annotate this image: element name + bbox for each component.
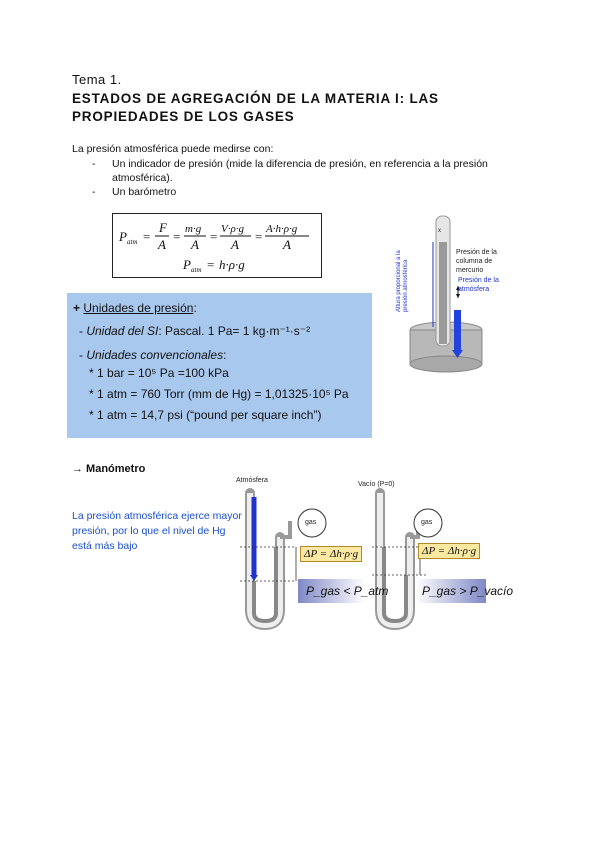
pressure-formula bbox=[112, 213, 322, 278]
intro-text: La presión atmosférica puede medirse con: bbox=[72, 143, 274, 155]
manometer-note: La presión atmosférica ejerce mayor presión, por lo que el nivel de Hg está más bajo bbox=[72, 510, 242, 552]
svg-text:=: = bbox=[207, 257, 215, 272]
svg-text:atm: atm bbox=[127, 238, 138, 246]
svg-text:=: = bbox=[143, 229, 151, 244]
list-item: - Un indicador de presión (mide la diferencia de presión, en referencia a la presión atmosférica). bbox=[92, 158, 488, 184]
formula-render bbox=[113, 214, 321, 277]
svg-text:A: A bbox=[158, 237, 166, 252]
svg-text:P: P bbox=[183, 257, 191, 272]
list-item: * 1 atm = 760 Torr (mm de Hg) = 1,01325·10⁵ Pa bbox=[89, 387, 349, 401]
gas-label: gas bbox=[421, 519, 433, 526]
svg-text:m·g: m·g bbox=[185, 223, 202, 235]
svg-text:=: = bbox=[173, 229, 181, 244]
gas-label: gas bbox=[305, 519, 317, 526]
svg-text:h·ρ·g: h·ρ·g bbox=[219, 257, 245, 272]
atm-pressure-label: Presión de la atmósfera bbox=[458, 277, 499, 293]
atmosphere-label: Atmósfera bbox=[236, 477, 268, 484]
delta-p-equation: ΔP = Δh·ρ·g bbox=[418, 543, 480, 559]
manometer-diagram bbox=[232, 475, 514, 635]
svg-text:F: F bbox=[159, 220, 167, 235]
si-unit-line: - Unidad del SI: Pascal. 1 Pa= 1 kg·m⁻¹·s⁻² bbox=[79, 324, 311, 338]
x-mark: x bbox=[438, 228, 441, 234]
svg-text:A: A bbox=[191, 237, 199, 252]
units-box: + Unidades de presión: - Unidad del SI: Pascal. 1 Pa= 1 kg·m⁻¹·s⁻² - Unidades convencionales: * 1 bar = 10⁵ Pa =100 kPa * 1 atm = 760 Torr (mm de Hg) = 1,01325·10⁵ Pa * 1 atm = 14,7 psi (“pound per square inch”) bbox=[67, 293, 372, 438]
vacuum-label: Vacío (P=0) bbox=[358, 481, 395, 488]
conventional-units-label: - Unidades convencionales: bbox=[79, 348, 227, 362]
svg-text:V·ρ·g: V·ρ·g bbox=[221, 223, 244, 235]
column-pressure-label: Presión de la columna de mercurio bbox=[456, 249, 497, 274]
page-title: ESTADOS DE AGREGACIÓN DE LA MATERIA I: LAS PROPIEDADES DE LOS GASES bbox=[72, 91, 439, 124]
barometer-diagram bbox=[396, 212, 510, 377]
svg-text:A·h·ρ·g: A·h·ρ·g bbox=[266, 223, 298, 235]
list-item: - Un barómetro bbox=[92, 186, 177, 198]
pressure-comparison-right: P_gas > P_vacío bbox=[422, 584, 514, 598]
svg-text:P: P bbox=[119, 229, 127, 244]
svg-text:=: = bbox=[210, 229, 218, 244]
delta-p-equation: ΔP = Δh·ρ·g bbox=[300, 546, 362, 562]
topic-number: Tema 1. bbox=[72, 72, 122, 87]
manometer-heading: → Manómetro bbox=[72, 463, 146, 475]
units-heading: Unidades de presión bbox=[83, 301, 194, 315]
svg-text:atm: atm bbox=[191, 266, 202, 274]
svg-text:A: A bbox=[231, 237, 239, 252]
list-item: * 1 atm = 14,7 psi (“pound per square inch”) bbox=[89, 408, 322, 422]
height-label: Altura proporcional a la presión atmosférica bbox=[396, 250, 409, 312]
pressure-comparison-left: P_gas < P_atm bbox=[306, 584, 389, 598]
svg-text:=: = bbox=[255, 229, 263, 244]
bullet-list bbox=[92, 157, 532, 199]
list-item: * 1 bar = 10⁵ Pa =100 kPa bbox=[89, 366, 229, 380]
svg-text:A: A bbox=[283, 237, 291, 252]
